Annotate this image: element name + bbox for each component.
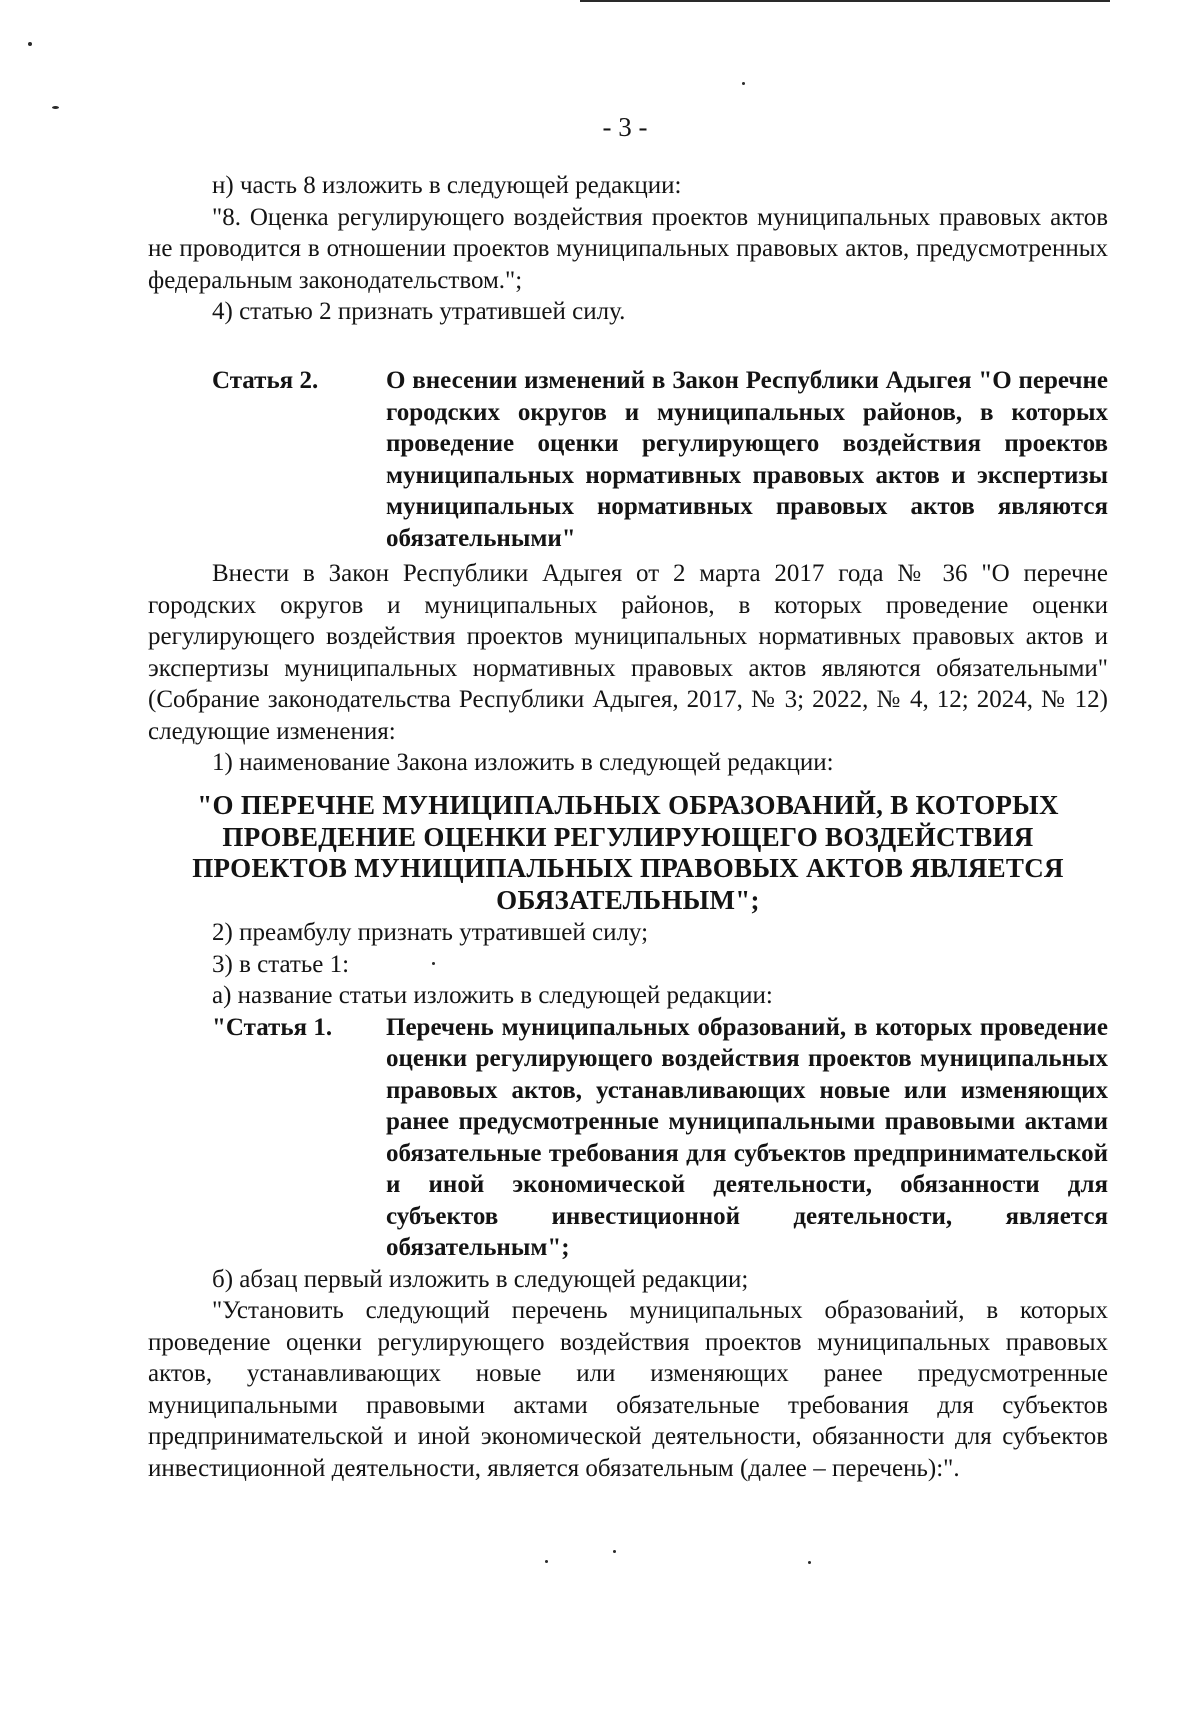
paragraph: 4) статью 2 признать утратившей силу. [212, 298, 626, 325]
list-item: 3) в статье 1: [212, 950, 350, 978]
paragraph: "8. Оценка регулирующего воздействия проектов муниципальных правовых актов не проводится в отношении проектов муниципальных правовых актов, предусмотренных федеральным законодательством."; [148, 203, 1108, 294]
article-1-heading [148, 1012, 1108, 1264]
caps-title-line: ПРОВЕДЕНИЕ ОЦЕНКИ РЕГУЛИРУЮЩЕГО ВОЗДЕЙСТВИЯ [222, 821, 1034, 852]
list-item: а) название статьи изложить в следующей редакции: [212, 982, 773, 1009]
list-item: б) абзац первый изложить в следующей редакции; [212, 1265, 749, 1293]
article-1-label: "Статья 1. [212, 1013, 333, 1041]
list-item: 1) наименование Закона изложить в следующей редакции: [212, 749, 834, 776]
article-2-heading [148, 365, 1108, 554]
list-item: 2) преамбулу признать утратившей силу; [212, 919, 649, 946]
article-2-label: Статья 2. [212, 367, 319, 394]
article-1-changes [148, 917, 1108, 1484]
caps-title-line: "О ПЕРЕЧНЕ МУНИЦИПАЛЬНЫХ ОБРАЗОВАНИЙ, В КОТОРЫХ [197, 790, 1059, 820]
page-number: - 3 - [602, 112, 648, 142]
law-new-title [148, 790, 1108, 916]
scan-speck [52, 106, 59, 109]
amendments-top [148, 170, 1108, 328]
article-1-title: Перечень муниципальных образований, в которых проведение оценки регулирующего воздействия проектов муниципальных правовых актов, устанавливающих новые или изменяющих ранее предусмотренные муниципальными правовыми актами обязательные требования для субъектов предпринимательской и иной экономической деятельности, обязанности для субъектов инвестиционной деятельности, является обязательным"; [386, 1013, 1108, 1261]
caps-title-line: ПРОЕКТОВ МУНИЦИПАЛЬНЫХ ПРАВОВЫХ АКТОВ ЯВЛЯЕТСЯ [192, 853, 1064, 883]
scan-top-edge-line [580, 0, 1110, 2]
scan-speck [28, 42, 32, 46]
caps-title-line: ОБЯЗАТЕЛЬНЫМ"; [496, 884, 760, 915]
article-2-body [148, 558, 1108, 779]
intro-paragraph: Внести в Закон Республики Адыгея от 2 марта 2017 года № 36 "О перечне городских округов и муниципальных районов, в которых проведение оценки регулирующего воздействия проектов муниципальных нормативных правовых актов и экспертизы муниципальных нормативных правовых актов являются обязательными" (Собрание законодательства Республики Адыгея, 2017, № 3; 2022, № 4, 12; 2024, № 12) следующие изменения: [148, 560, 1108, 745]
scan-speck [808, 1561, 811, 1564]
article-2-title: О внесении изменений в Закон Республики Адыгея "О перечне городских округов и муниципальных районов, в которых проведение оценки регулирующего воздействия проектов муниципальных нормативных правовых актов и экспертизы муниципальных нормативных правовых актов являются обязательными" [386, 367, 1108, 552]
paragraph: н) часть 8 изложить в следующей редакции: [212, 172, 682, 199]
scan-speck [613, 1550, 616, 1553]
scan-speck [545, 1560, 548, 1563]
scan-speck [742, 82, 745, 85]
final-paragraph: "Установить следующий перечень муниципальных образований, в которых проведение оценки регулирующего воздействия проектов муниципальных правовых актов, устанавливающих новые или изменяющих ранее предусмотренные муниципальными правовыми актами обязательные требования для субъектов предпринимательской и иной экономической деятельности, обязанности для субъектов инвестиционной деятельности, является обязательным (далее – перечень):". [148, 1297, 1108, 1482]
